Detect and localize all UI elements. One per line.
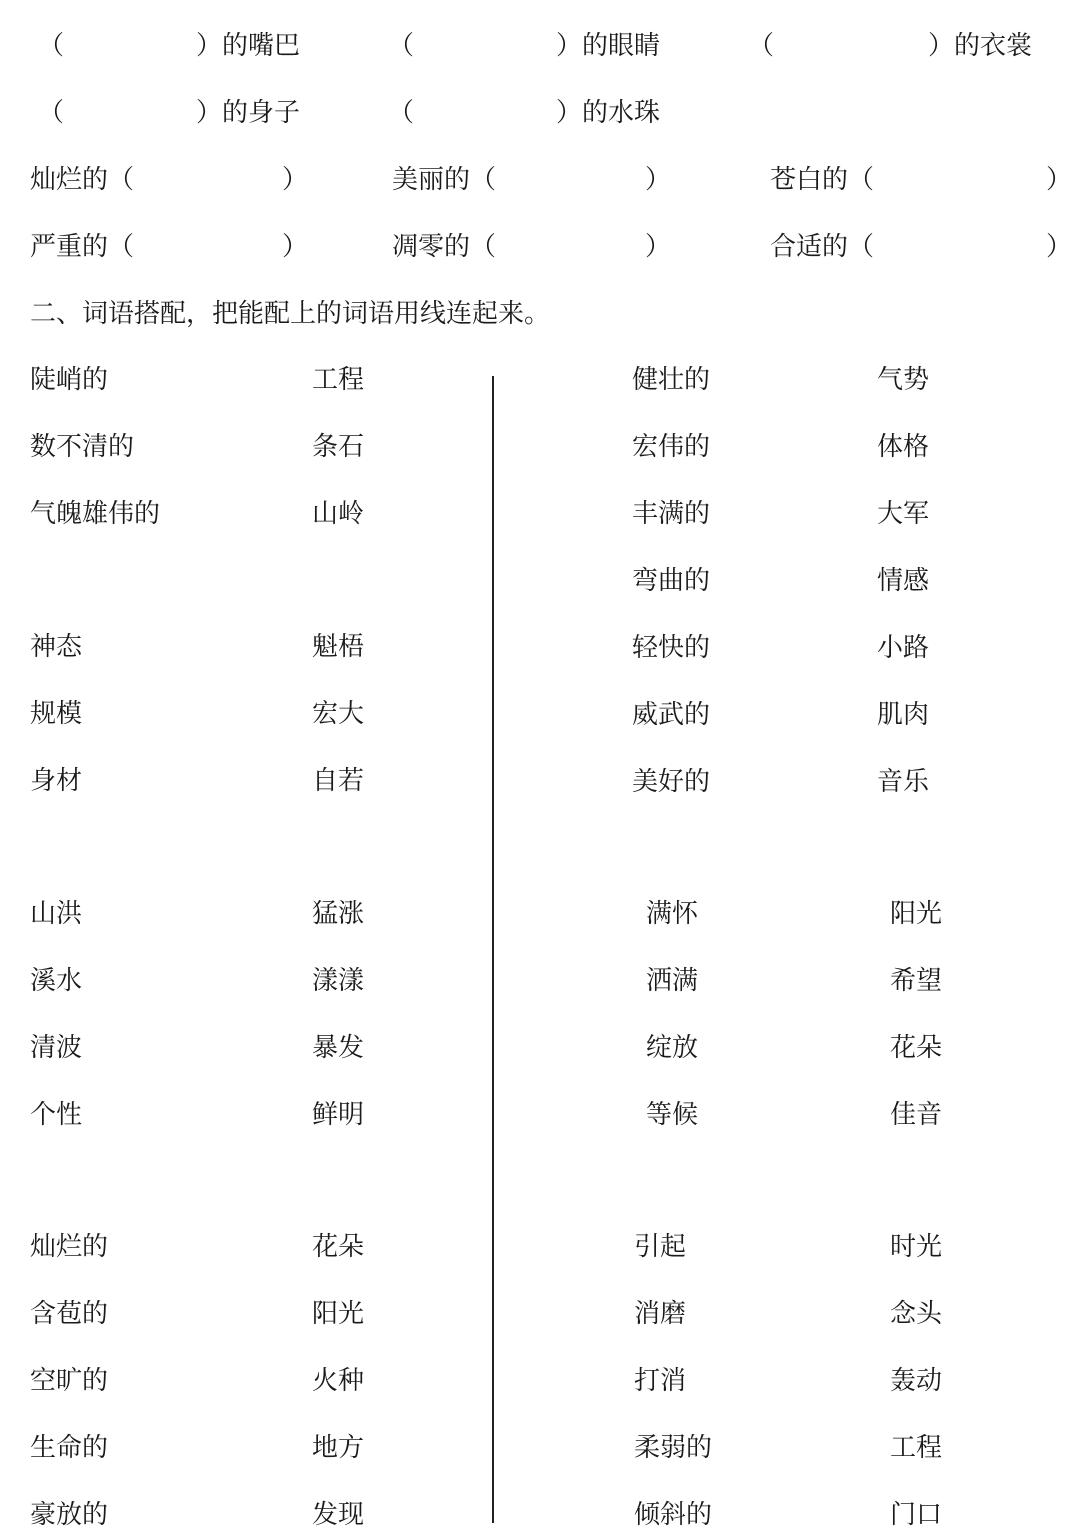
open-paren: （	[388, 98, 415, 128]
right-match-word: 阳光	[890, 899, 943, 929]
close-paren: ）	[282, 232, 309, 262]
left-word: 神态	[30, 632, 83, 662]
left-word: 身材	[30, 766, 83, 796]
right-word: 轻快的	[632, 633, 711, 663]
right-word: 等候	[646, 1100, 699, 1130]
left-match-word: 火种	[312, 1366, 365, 1396]
right-word: 健壮的	[632, 365, 711, 395]
left-match-word: 魁梧	[312, 632, 365, 662]
close-paren: ）	[282, 165, 309, 195]
right-match-word: 时光	[890, 1232, 943, 1262]
adjective-prefix-text: 苍白的（	[770, 165, 875, 195]
left-match-word: 山岭	[312, 499, 365, 529]
right-word: 柔弱的	[634, 1433, 713, 1463]
left-match-word: 地方	[312, 1433, 365, 1463]
open-paren: （	[38, 98, 65, 128]
left-word: 个性	[30, 1100, 83, 1130]
right-word: 倾斜的	[634, 1500, 713, 1530]
right-word: 美好的	[632, 767, 711, 797]
left-match-word: 阳光	[312, 1299, 365, 1329]
adjective-prefix-text: 灿烂的（	[30, 165, 135, 195]
left-word: 陡峭的	[30, 365, 109, 395]
left-word: 气魄雄伟的	[30, 499, 161, 529]
right-match-word: 大军	[877, 499, 930, 529]
left-word: 清波	[30, 1033, 83, 1063]
left-match-word: 自若	[312, 766, 365, 796]
open-paren: （	[748, 31, 775, 61]
right-match-word: 轰动	[890, 1366, 943, 1396]
left-word: 空旷的	[30, 1366, 109, 1396]
adjective-prefix-text: 美丽的（	[392, 165, 497, 195]
blank-suffix-text: ）的身子	[196, 98, 301, 128]
right-match-word: 情感	[877, 566, 930, 596]
right-match-word: 音乐	[877, 767, 930, 797]
left-match-word: 工程	[312, 365, 365, 395]
left-word: 生命的	[30, 1433, 109, 1463]
close-paren: ）	[1046, 232, 1073, 262]
section-title: 二、词语搭配，把能配上的词语用线连起来。	[30, 299, 551, 329]
right-match-word: 佳音	[890, 1100, 943, 1130]
right-word: 威武的	[632, 700, 711, 730]
left-match-word: 暴发	[312, 1033, 365, 1063]
adjective-prefix-text: 凋零的（	[392, 232, 497, 262]
blank-suffix-text: ）的嘴巴	[196, 31, 301, 61]
left-word: 数不清的	[30, 432, 135, 462]
right-word: 丰满的	[632, 499, 711, 529]
adjective-prefix-text: 合适的（	[770, 232, 875, 262]
left-word: 规模	[30, 699, 83, 729]
right-match-word: 工程	[890, 1433, 943, 1463]
left-word: 溪水	[30, 966, 83, 996]
left-match-word: 发现	[312, 1500, 365, 1530]
left-match-word: 宏大	[312, 699, 365, 729]
right-word: 满怀	[646, 899, 699, 929]
close-paren: ）	[645, 232, 672, 262]
right-word: 洒满	[646, 966, 699, 996]
right-match-word: 气势	[877, 365, 930, 395]
right-word: 宏伟的	[632, 432, 711, 462]
right-word: 打消	[634, 1366, 687, 1396]
right-match-word: 体格	[877, 432, 930, 462]
blank-suffix-text: ）的衣裳	[928, 31, 1033, 61]
blank-suffix-text: ）的水珠	[556, 98, 661, 128]
left-match-word: 鲜明	[312, 1100, 365, 1130]
close-paren: ）	[1046, 165, 1073, 195]
open-paren: （	[38, 31, 65, 61]
right-match-word: 小路	[877, 633, 930, 663]
left-word: 豪放的	[30, 1500, 109, 1530]
left-match-word: 条石	[312, 432, 365, 462]
open-paren: （	[388, 31, 415, 61]
right-match-word: 花朵	[890, 1033, 943, 1063]
close-paren: ）	[645, 165, 672, 195]
right-word: 绽放	[646, 1033, 699, 1063]
column-divider-line	[492, 376, 494, 1523]
adjective-prefix-text: 严重的（	[30, 232, 135, 262]
right-word: 引起	[634, 1232, 687, 1262]
right-match-word: 肌肉	[877, 700, 930, 730]
left-match-word: 漾漾	[312, 966, 365, 996]
right-match-word: 门口	[890, 1500, 943, 1530]
left-word: 含苞的	[30, 1299, 109, 1329]
right-word: 弯曲的	[632, 566, 711, 596]
left-match-word: 花朵	[312, 1232, 365, 1262]
right-match-word: 希望	[890, 966, 943, 996]
left-word: 山洪	[30, 899, 83, 929]
right-word: 消磨	[634, 1299, 687, 1329]
left-match-word: 猛涨	[312, 899, 365, 929]
left-word: 灿烂的	[30, 1232, 109, 1262]
blank-suffix-text: ）的眼睛	[556, 31, 661, 61]
right-match-word: 念头	[890, 1299, 943, 1329]
